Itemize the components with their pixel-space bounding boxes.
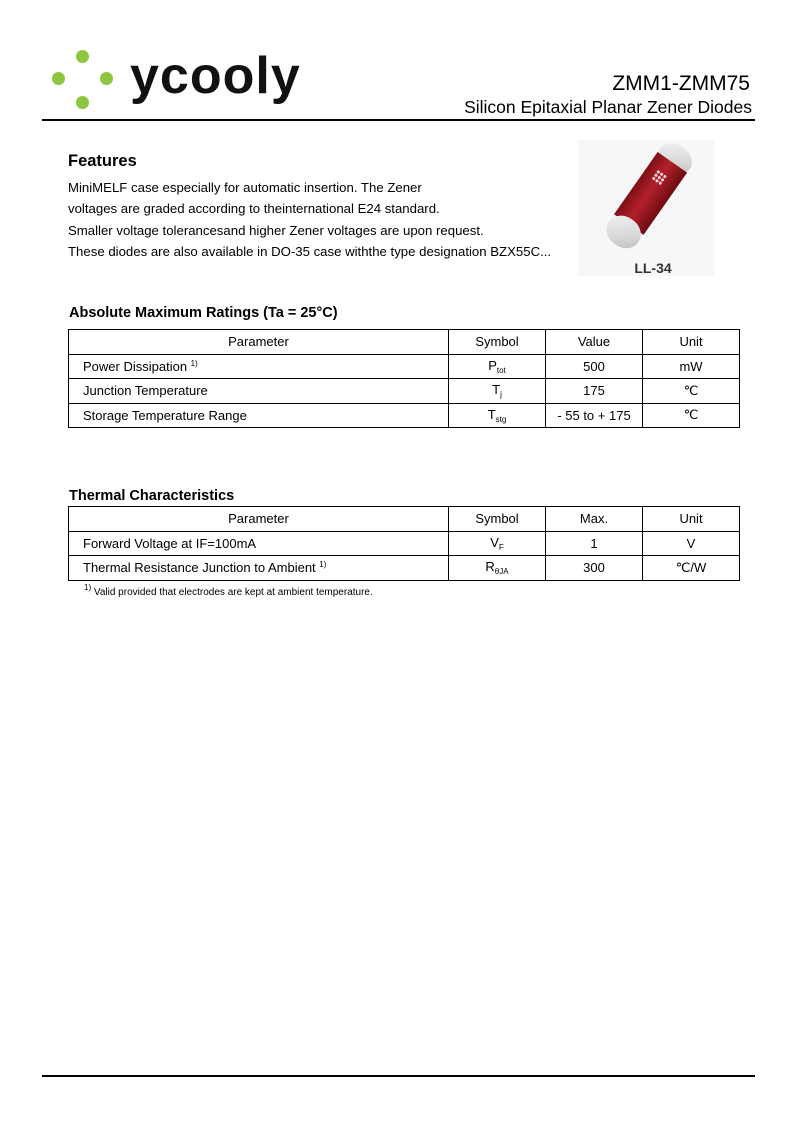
column-header: Symbol — [449, 507, 546, 532]
footnote-ref: 1) — [190, 358, 198, 368]
parameter-cell: Power Dissipation $^{1)}$ — [69, 354, 449, 379]
value-cell: 1 — [546, 531, 643, 556]
footnote-text: Valid provided that electrodes are kept at ambient temperature. — [93, 587, 373, 598]
column-header: Unit — [643, 330, 740, 355]
package-label: LL-34 — [634, 260, 672, 276]
thermal-table — [68, 506, 740, 581]
table-header-row — [69, 330, 740, 355]
logo-dot — [76, 50, 89, 63]
column-header: Unit — [643, 507, 740, 532]
symbol-cell: $T_{stg}$ — [449, 403, 546, 428]
table-row — [69, 531, 740, 556]
logo-dot — [100, 72, 113, 85]
value-cell: - 55 to + 175 — [546, 403, 643, 428]
symbol-cell: $P_{tot}$ — [449, 354, 546, 379]
table-row — [69, 403, 740, 428]
features-line: Smaller voltage tolerancesand higher Zener voltages are upon request. — [68, 222, 484, 238]
parameter-cell: Storage Temperature Range — [69, 403, 449, 428]
features-line: These diodes are also available in DO-35 case withthe type designation BZX55C... — [68, 243, 552, 259]
features-line: voltages are graded according to theinternational E24 standard. — [68, 201, 440, 217]
column-header: Parameter — [69, 330, 449, 355]
brand-logo — [48, 46, 308, 116]
features-heading: Features — [68, 152, 137, 170]
column-header: Symbol — [449, 330, 546, 355]
value-cell: 175 — [546, 379, 643, 404]
table-header-row — [69, 507, 740, 532]
parameter-cell: Thermal Resistance Junction to Ambient $^{1)}$ — [69, 556, 449, 581]
symbol-cell: $R_{\theta JA}$ — [449, 556, 546, 581]
footer-divider — [42, 1075, 755, 1077]
parameter-cell: Forward Voltage at IF=100mA — [69, 531, 449, 556]
abs-max-table — [68, 329, 740, 428]
abs-max-heading: Absolute Maximum Ratings (Ta = 25°C) — [69, 305, 338, 321]
logo-dot — [76, 96, 89, 109]
features-text — [68, 177, 551, 262]
footnote-marker: 1) — [84, 583, 92, 592]
symbol-cell: $T_j$ — [449, 379, 546, 404]
unit-cell: mW — [643, 354, 740, 379]
value-cell: 300 — [546, 556, 643, 581]
column-header: Value — [546, 330, 643, 355]
thermal-heading: Thermal Characteristics — [69, 488, 235, 504]
unit-cell: ℃ — [643, 379, 740, 404]
parameter-cell: Junction Temperature — [69, 379, 449, 404]
package-image — [578, 140, 714, 276]
unit-cell: V — [643, 531, 740, 556]
features-line: MiniMELF case especially for automatic insertion. The Zener — [68, 180, 422, 195]
logo-wordmark: ycooly — [130, 47, 301, 105]
table-row — [69, 556, 740, 581]
column-header: Max. — [546, 507, 643, 532]
column-header: Parameter — [69, 507, 449, 532]
footnote-ref: 1) — [319, 560, 327, 570]
document-subtitle: Silicon Epitaxial Planar Zener Diodes — [464, 97, 752, 117]
footnote — [84, 583, 373, 598]
value-cell: 500 — [546, 354, 643, 379]
table-row — [69, 354, 740, 379]
unit-cell: ℃/W — [643, 556, 740, 581]
logo-dot — [52, 72, 65, 85]
document-title: ZMM1-ZMM75 — [612, 72, 750, 95]
header-divider — [42, 119, 755, 121]
table-row — [69, 379, 740, 404]
symbol-cell: $V_F$ — [449, 531, 546, 556]
diode-illustration — [578, 140, 714, 260]
unit-cell: ℃ — [643, 403, 740, 428]
